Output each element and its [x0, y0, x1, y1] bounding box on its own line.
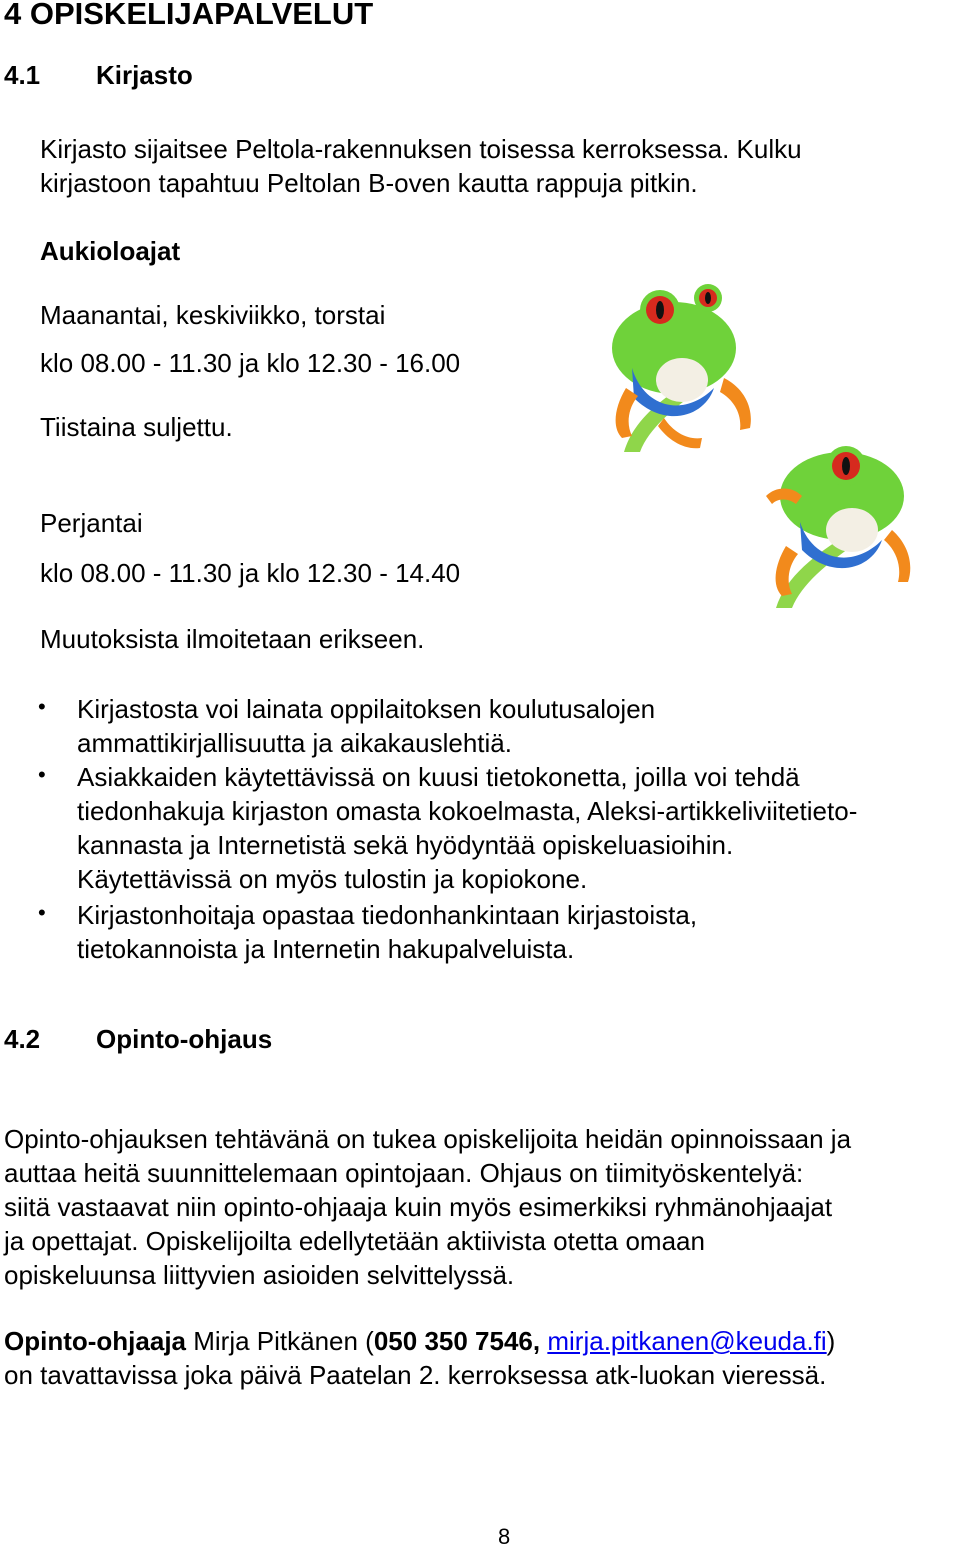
- page-number: 8: [498, 1524, 511, 1549]
- bullet-2-line-3: kannasta ja Internetistä sekä hyödyntää opiskeluasioihin.: [77, 830, 734, 860]
- section-number-4-1: 4.1: [4, 60, 41, 90]
- guidance-line-4: ja opettajat. Opiskelijoilta edellytetään aktiivista otetta omaan: [4, 1226, 705, 1256]
- contact-email-link[interactable]: mirja.pitkanen@keuda.fi: [547, 1326, 827, 1356]
- hours-days-1: Maanantai, keskiviikko, torstai: [40, 300, 386, 330]
- intro-line-2: kirjastoon tapahtuu Peltolan B-oven kautta rappuja pitkin.: [40, 168, 698, 198]
- hours-closed: Tiistaina suljettu.: [40, 412, 233, 442]
- guidance-line-3: siitä vastaavat niin opinto-ohjaaja kuin myös esimerkiksi ryhmänohjaajat: [4, 1192, 833, 1222]
- hours-time-1: klo 08.00 - 11.30 ja klo 12.30 - 16.00: [40, 348, 461, 378]
- guidance-line-1: Opinto-ohjauksen tehtävänä on tukea opiskelijoita heidän opinnoissaan ja: [4, 1124, 852, 1154]
- bullet-marker-2: •: [38, 762, 46, 787]
- contact-line-2: on tavattavissa joka päivä Paatelan 2. kerroksessa atk-luokan vieressä.: [4, 1360, 827, 1390]
- intro-line-1: Kirjasto sijaitsee Peltola-rakennuksen toisessa kerroksessa. Kulku: [40, 134, 802, 164]
- bullet-2-line-2: tiedonhakuja kirjaston omasta kokoelmasta, Aleksi-artikkeliviitetieto-: [77, 796, 858, 826]
- contact-phone: 050 350 7546,: [373, 1326, 541, 1356]
- guidance-line-2: auttaa heitä suunnittelemaan opintojaan. Ohjaus on tiimityöskentelyä:: [4, 1158, 804, 1188]
- bullet-3-line-1: Kirjastonhoitaja opastaa tiedonhankintaan kirjastoista,: [77, 900, 698, 930]
- bullet-2-line-1: Asiakkaiden käytettävissä on kuusi tietokonetta, joilla voi tehdä: [77, 762, 800, 792]
- hours-time-2: klo 08.00 - 11.30 ja klo 12.30 - 14.40: [40, 558, 461, 588]
- section-number-4-2: 4.2: [4, 1024, 41, 1054]
- hours-title: Aukioloajat: [40, 236, 181, 266]
- frog-image-bottom: [756, 426, 916, 608]
- guidance-line-5: opiskeluunsa liittyvien asioiden selvittelyssä.: [4, 1260, 515, 1290]
- bullet-marker-1: •: [38, 694, 46, 719]
- hours-note: Muutoksista ilmoitetaan erikseen.: [40, 624, 425, 654]
- section-title-opinto-ohjaus: Opinto-ohjaus: [96, 1024, 273, 1054]
- section-title-kirjasto: Kirjasto: [96, 60, 193, 90]
- contact-name: Mirja Pitkänen (: [186, 1326, 374, 1356]
- contact-role: Opinto-ohjaaja: [4, 1326, 186, 1356]
- bullet-1-line-1: Kirjastosta voi lainata oppilaitoksen koulutusalojen: [77, 694, 656, 724]
- contact-line-1: [4, 1324, 835, 1358]
- main-heading: 4 OPISKELIJAPALVELUT: [4, 0, 374, 31]
- bullet-2-line-4: Käytettävissä on myös tulostin ja kopiokone.: [77, 864, 588, 894]
- frog-image-top: [604, 268, 766, 452]
- bullet-1-line-2: ammattikirjallisuutta ja aikakauslehtiä.: [77, 728, 512, 758]
- contact-close: ): [826, 1326, 836, 1356]
- bullet-3-line-2: tietokannoista ja Internetin hakupalveluista.: [77, 934, 575, 964]
- hours-days-2: Perjantai: [40, 508, 143, 538]
- bullet-marker-3: •: [38, 900, 46, 925]
